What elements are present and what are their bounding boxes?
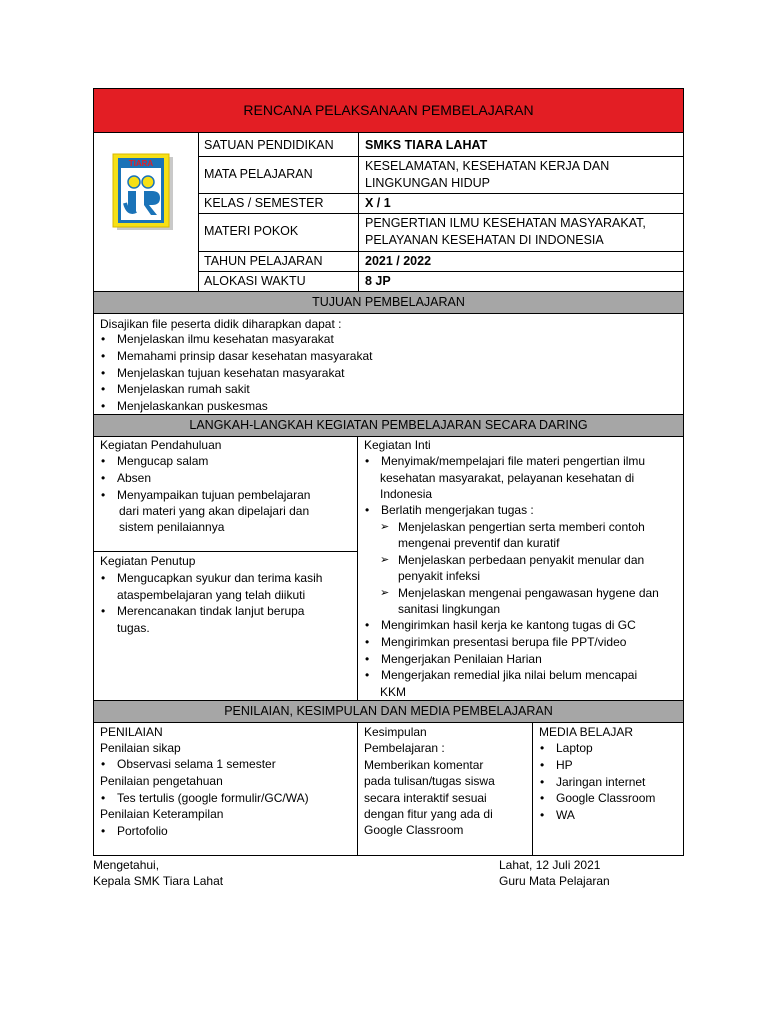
pendahuluan-item3-line3: sistem penilaiannya [119, 520, 225, 534]
signature-right-2: Guru Mata Pelajaran [499, 874, 610, 888]
value-kelas: X / 1 [365, 196, 391, 210]
kesimpulan-line: Memberikan komentar [364, 758, 484, 772]
inti-sub-list-2 [380, 552, 644, 569]
penilaian-sikap: Penilaian sikap [100, 741, 181, 755]
kesimpulan-line: Google Classroom [364, 823, 464, 837]
list-item: ➢ Menjelaskan pengertian serta memberi contoh [380, 519, 645, 536]
inti-sub3-line2: sanitasi lingkungan [398, 602, 501, 616]
list-item: • Mengucapkan syukur dan terima kasih [98, 570, 322, 587]
kesimpulan-line: pada tulisan/tugas siswa [364, 774, 495, 788]
pengetahuan-list [98, 790, 309, 807]
kesimpulan-line: dengan fitur yang ada di [364, 807, 493, 821]
kesimpulan-line: secara interaktif sesuai [364, 791, 487, 805]
penilaian-col-title: PENILAIAN [100, 725, 163, 739]
section-tujuan-header [93, 291, 684, 314]
value-mapel-1: KESELAMATAN, KESEHATAN KERJA DAN [365, 159, 610, 173]
list-item: • Google Classroom [537, 790, 655, 807]
keterampilan-list [98, 823, 168, 840]
label-mapel: MATA PELAJARAN [204, 167, 313, 181]
label-satuan: SATUAN PENDIDIKAN [204, 138, 334, 152]
list-item: • Menjelaskankan puskesmas [98, 398, 372, 415]
page-title: RENCANA PELAKSANAAN PEMBELAJARAN [243, 102, 534, 118]
list-item: • Menjelaskan ilmu kesehatan masyarakat [98, 331, 372, 348]
list-item: • WA [537, 807, 655, 824]
penutup-list-1 [98, 570, 322, 587]
list-item: • Mengirimkan presentasi berupa file PPT/video [362, 634, 637, 651]
inti-sub1-line2: mengenai preventif dan kuratif [398, 536, 560, 550]
value-alokasi: 8 JP [365, 274, 391, 288]
langkah-title: LANGKAH-LANGKAH KEGIATAN PEMBELAJARAN SECARA DARING [189, 418, 588, 432]
tujuan-list [98, 331, 372, 415]
list-item: • Laptop [537, 740, 655, 757]
list-item: • Menjelaskan tujuan kesehatan masyarakat [98, 365, 372, 382]
value-materi-2: PELAYANAN KESEHATAN DI INDONESIA [365, 233, 604, 247]
list-item: • Menjelaskan rumah sakit [98, 381, 372, 398]
list-item: • Berlatih mengerjakan tugas : [362, 502, 534, 519]
section-langkah-header [93, 414, 684, 437]
school-logo [112, 153, 175, 232]
penutup-item1-line2: ataspembelajaran yang telah diikuti [117, 588, 306, 602]
list-item: • Mengerjakan Penilaian Harian [362, 651, 637, 668]
value-mapel-2: LINGKUNGAN HIDUP [365, 176, 491, 190]
title-bar [93, 88, 684, 133]
inti-item1-line3: Indonesia [380, 487, 433, 501]
inti-list-2 [362, 502, 534, 519]
kesimpulan-title-2: Pembelajaran : [364, 741, 445, 755]
inti-item1-line2: kesehatan masyarakat, pelayanan kesehatan di [380, 471, 635, 485]
sikap-list [98, 756, 276, 773]
logo-text: TIARA [128, 159, 154, 168]
penilaian-keterampilan: Penilaian Keterampilan [100, 807, 224, 821]
penutup-list-2 [98, 603, 304, 620]
list-item: • Menyampaikan tujuan pembelajaran [98, 487, 310, 504]
list-item: ➢ Menjelaskan perbedaan penyakit menular dan [380, 552, 644, 569]
list-item: • Jaringan internet [537, 774, 655, 791]
list-item: • Observasi selama 1 semester [98, 756, 276, 773]
inti-list-3 [362, 617, 637, 684]
signature-left-2: Kepala SMK Tiara Lahat [93, 874, 224, 888]
tujuan-title: TUJUAN PEMBELAJARAN [312, 295, 465, 309]
list-item: • Mengerjakan remedial jika nilai belum mencapai [362, 667, 637, 684]
penilaian-title: PENILAIAN, KESIMPULAN DAN MEDIA PEMBELAJARAN [224, 704, 553, 718]
list-item: ➢ Menjelaskan mengenai pengawasan hygene dan [380, 585, 659, 602]
list-item: • Portofolio [98, 823, 168, 840]
pendahuluan-list [98, 453, 310, 503]
value-satuan: SMKS TIARA LAHAT [365, 138, 488, 152]
list-item: • Mengirimkan hasil kerja ke kantong tugas di GC [362, 617, 637, 634]
pendahuluan-title: Kegiatan Pendahuluan [100, 438, 222, 452]
list-item: • Tes tertulis (google formulir/GC/WA) [98, 790, 309, 807]
list-item: • Merencanakan tindak lanjut berupa [98, 603, 304, 620]
list-item: • Memahami prinsip dasar kesehatan masyarakat [98, 348, 372, 365]
pendahuluan-item3-line2: dari materi yang akan dipelajari dan [119, 504, 310, 518]
inti-title: Kegiatan Inti [364, 438, 431, 452]
penutup-title: Kegiatan Penutup [100, 554, 196, 568]
inti-list-1 [362, 453, 645, 470]
list-item: • Menyimak/mempelajari file materi pengertian ilmu [362, 453, 645, 470]
inti-sub-list-1 [380, 519, 645, 536]
penilaian-pengetahuan: Penilaian pengetahuan [100, 774, 223, 788]
inti-item6-line2: KKM [380, 685, 407, 699]
label-alokasi: ALOKASI WAKTU [204, 274, 306, 288]
value-materi-1: PENGERTIAN ILMU KESEHATAN MASYARAKAT, [365, 216, 646, 230]
list-item: • HP [537, 757, 655, 774]
section-penilaian-header [93, 700, 684, 723]
list-item: • Absen [98, 470, 310, 487]
inti-sub-list-3 [380, 585, 659, 602]
media-list [537, 740, 655, 824]
penutup-item2-line2: tugas. [117, 621, 150, 635]
value-tahun: 2021 / 2022 [365, 254, 432, 268]
signature-right-1: Lahat, 12 Juli 2021 [499, 858, 601, 872]
kesimpulan-title-1: Kesimpulan [364, 725, 427, 739]
tujuan-intro: Disajikan file peserta didik diharapkan dapat : [100, 317, 342, 331]
media-title: MEDIA BELAJAR [539, 725, 634, 739]
list-item: • Mengucap salam [98, 453, 310, 470]
inti-sub2-line2: penyakit infeksi [398, 569, 481, 583]
label-kelas: KELAS / SEMESTER [204, 196, 324, 210]
signature-left-1: Mengetahui, [93, 858, 160, 872]
label-materi: MATERI POKOK [204, 224, 299, 238]
label-tahun: TAHUN PELAJARAN [204, 254, 323, 268]
